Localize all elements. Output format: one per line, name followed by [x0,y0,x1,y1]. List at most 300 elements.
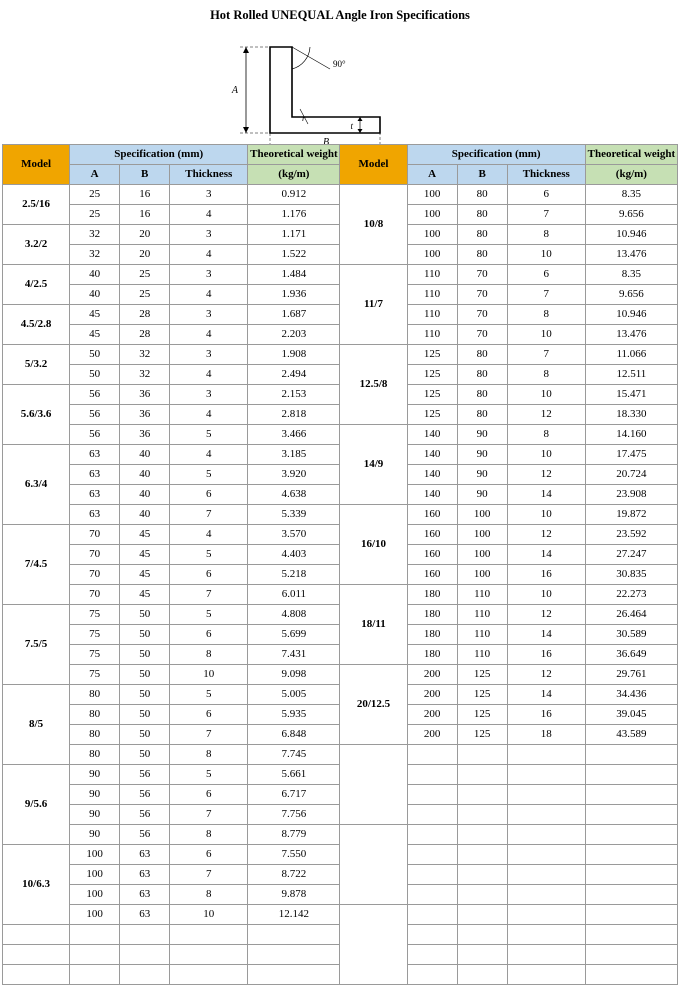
weight-cell-left: 5.218 [248,565,340,585]
dim-b-cell-left: 20 [120,225,170,245]
thickness-cell-right: 14 [507,485,585,505]
dim-b-cell-right: 80 [457,205,507,225]
dim-b-cell-right [457,805,507,825]
header-a-right: A [407,165,457,185]
weight-cell-left: 5.005 [248,685,340,705]
thickness-cell-right: 10 [507,505,585,525]
header-b-left: B [120,165,170,185]
weight-cell-right: 12.511 [585,365,677,385]
weight-cell-left: 8.722 [248,865,340,885]
weight-cell-right: 9.656 [585,205,677,225]
dim-b-cell-right: 110 [457,645,507,665]
thickness-cell-left: 3 [170,385,248,405]
thickness-cell-left: 5 [170,425,248,445]
dim-a-cell-right: 125 [407,405,457,425]
dim-b-cell-left: 50 [120,705,170,725]
dim-a-cell-left: 80 [70,685,120,705]
dim-a-cell-left: 75 [70,605,120,625]
weight-cell-left: 6.717 [248,785,340,805]
weight-cell-left: 4.808 [248,605,340,625]
empty-cell-left [70,925,120,945]
arrow-a-bottom [243,127,249,133]
thickness-cell-right [507,745,585,765]
thickness-cell-right: 7 [507,285,585,305]
dim-b-cell-left: 63 [120,845,170,865]
dim-a-cell-right: 110 [407,325,457,345]
dim-b-cell-left: 56 [120,765,170,785]
thickness-cell-left: 8 [170,825,248,845]
dim-b-cell-left: 50 [120,605,170,625]
dim-a-cell-left: 90 [70,785,120,805]
dim-a-cell-right: 200 [407,685,457,705]
dim-a-cell-right [407,745,457,765]
dim-b-cell-left: 56 [120,785,170,805]
page-title: Hot Rolled UNEQUAL Angle Iron Specifications [210,8,470,22]
thickness-cell-left: 8 [170,645,248,665]
weight-cell-right: 17.475 [585,445,677,465]
dim-a-cell-left: 75 [70,625,120,645]
dim-b-cell-left: 25 [120,265,170,285]
thickness-cell-right: 14 [507,545,585,565]
dim-a-cell-right: 160 [407,525,457,545]
model-cell-right: 16/10 [340,505,407,585]
thickness-cell-right: 12 [507,525,585,545]
weight-cell-right [585,765,677,785]
model-cell-right: 20/12.5 [340,665,407,745]
thickness-cell-left: 7 [170,725,248,745]
dim-a-cell-left: 70 [70,545,120,565]
dim-a-cell-left: 90 [70,805,120,825]
weight-cell-right: 27.247 [585,545,677,565]
thickness-cell-right: 8 [507,305,585,325]
angle-leader [292,47,330,69]
dim-b-cell-right: 70 [457,285,507,305]
thickness-cell-right: 16 [507,645,585,665]
dim-b-cell-left: 36 [120,385,170,405]
dim-a-cell-left: 56 [70,385,120,405]
dim-b-cell-right: 110 [457,605,507,625]
dim-a-cell-right: 110 [407,285,457,305]
thickness-cell-left: 7 [170,865,248,885]
dim-a-cell-left: 63 [70,485,120,505]
angle-iron-diagram [0,29,680,144]
dim-b-cell-right [457,885,507,905]
weight-cell-left: 9.878 [248,885,340,905]
weight-cell-right: 8.35 [585,185,677,205]
dim-a-cell-right [407,925,457,945]
thickness-cell-left: 7 [170,585,248,605]
dim-b-cell-left: 16 [120,185,170,205]
dim-a-cell-right: 160 [407,505,457,525]
weight-cell-right: 11.066 [585,345,677,365]
weight-cell-right [585,825,677,845]
thickness-cell-right: 18 [507,725,585,745]
dim-b-cell-left: 20 [120,245,170,265]
dim-b-cell-left: 40 [120,485,170,505]
thickness-cell-left: 4 [170,445,248,465]
weight-cell-right [585,745,677,765]
dim-a-cell-left: 63 [70,465,120,485]
model-cell-left: 9/5.6 [3,765,70,845]
table-row [3,825,678,845]
empty-cell-left [120,945,170,965]
thickness-cell-right [507,905,585,925]
weight-cell-left: 1.484 [248,265,340,285]
dim-a-cell-left: 100 [70,865,120,885]
weight-cell-left: 5.935 [248,705,340,725]
empty-cell-left [170,925,248,945]
angle-iron-drawing [210,29,470,144]
weight-cell-right [585,805,677,825]
thickness-cell-right [507,845,585,865]
weight-cell-left: 5.339 [248,505,340,525]
thickness-cell-right [507,865,585,885]
specifications-table [2,144,678,985]
model-cell-left: 6.3/4 [3,445,70,525]
thickness-cell-left: 4 [170,245,248,265]
dim-a-cell-right: 200 [407,665,457,685]
table-row [3,665,678,685]
model-cell-left: 5.6/3.6 [3,385,70,445]
dim-b-cell-left: 50 [120,685,170,705]
dim-a-cell-right: 100 [407,225,457,245]
table-header [3,145,678,185]
weight-cell-right: 13.476 [585,325,677,345]
model-cell-left: 4.5/2.8 [3,305,70,345]
header-unit-right: (kg/m) [585,165,677,185]
dim-a-cell-right [407,965,457,985]
weight-cell-right: 23.908 [585,485,677,505]
dim-b-cell-right: 90 [457,425,507,445]
dim-b-cell-left: 50 [120,745,170,765]
dim-b-cell-left: 50 [120,645,170,665]
dim-b-cell-right: 70 [457,265,507,285]
dim-b-cell-left: 50 [120,725,170,745]
dim-a-cell-left: 32 [70,245,120,265]
model-cell-right: 18/11 [340,585,407,665]
dim-a-cell-right: 100 [407,205,457,225]
model-cell-left: 10/6.3 [3,845,70,925]
dim-b-cell-left: 36 [120,425,170,445]
dim-a-cell-right [407,805,457,825]
dim-a-cell-right: 200 [407,705,457,725]
empty-cell-left [3,945,70,965]
weight-cell-left: 1.176 [248,205,340,225]
dim-a-cell-left: 80 [70,745,120,765]
dim-a-cell-right [407,785,457,805]
thickness-cell-right: 14 [507,625,585,645]
label-angle: 90° [333,59,346,69]
weight-cell-right: 15.471 [585,385,677,405]
dim-b-cell-right [457,845,507,865]
arrow-a-top [243,47,249,53]
dim-a-cell-right: 140 [407,445,457,465]
dim-a-cell-left: 63 [70,505,120,525]
weight-cell-right: 13.476 [585,245,677,265]
dim-a-cell-left: 100 [70,905,120,925]
empty-cell-left [3,925,70,945]
dim-a-cell-left: 50 [70,365,120,385]
dim-a-cell-left: 56 [70,425,120,445]
empty-cell-left [170,945,248,965]
weight-cell-right [585,865,677,885]
header-weight-left [248,145,340,165]
dim-a-cell-right: 160 [407,545,457,565]
thickness-cell-left: 8 [170,885,248,905]
dim-a-cell-right: 180 [407,625,457,645]
thickness-cell-right: 6 [507,185,585,205]
thickness-cell-left: 6 [170,625,248,645]
thickness-cell-right [507,785,585,805]
dim-b-cell-right [457,765,507,785]
thickness-cell-right: 16 [507,565,585,585]
thickness-cell-left: 3 [170,305,248,325]
header-row-1 [3,145,678,165]
thickness-cell-left: 6 [170,785,248,805]
thickness-cell-right: 10 [507,585,585,605]
weight-cell-right: 30.589 [585,625,677,645]
weight-cell-left: 5.661 [248,765,340,785]
thickness-cell-right [507,925,585,945]
thickness-cell-right [507,825,585,845]
weight-cell-right: 34.436 [585,685,677,705]
header-specification-left: Specification (mm) [70,145,248,165]
thickness-cell-left: 4 [170,405,248,425]
weight-cell-right: 14.160 [585,425,677,445]
model-cell-right: 14/9 [340,425,407,505]
header-model-left: Model [3,145,70,185]
thickness-cell-left: 10 [170,665,248,685]
dim-b-cell-left: 36 [120,405,170,425]
header-thickness-right: Thickness [507,165,585,185]
dim-b-cell-right [457,825,507,845]
header-model-right: Model [340,145,407,185]
dim-b-cell-left: 45 [120,525,170,545]
table-row [3,345,678,365]
dim-a-cell-right: 180 [407,585,457,605]
thickness-cell-left: 5 [170,545,248,565]
dim-a-cell-right: 125 [407,365,457,385]
dim-b-cell-left: 50 [120,625,170,645]
dim-a-cell-left: 45 [70,305,120,325]
weight-cell-right [585,925,677,945]
thickness-cell-left: 10 [170,905,248,925]
dim-b-cell-right: 100 [457,565,507,585]
dim-b-cell-right [457,745,507,765]
dim-b-cell-right: 80 [457,245,507,265]
weight-cell-right: 22.273 [585,585,677,605]
table-row [3,185,678,205]
dim-a-cell-right: 110 [407,305,457,325]
table-row [3,425,678,445]
dim-a-cell-left: 90 [70,765,120,785]
thickness-cell-right: 10 [507,445,585,465]
weight-cell-right: 29.761 [585,665,677,685]
dim-b-cell-right: 100 [457,505,507,525]
thickness-cell-left: 4 [170,525,248,545]
dim-a-cell-right: 125 [407,345,457,365]
thickness-cell-left: 7 [170,505,248,525]
header-a-left: A [70,165,120,185]
dim-a-cell-right: 180 [407,645,457,665]
dim-a-cell-right: 100 [407,185,457,205]
weight-cell-left: 8.779 [248,825,340,845]
dim-a-cell-left: 80 [70,705,120,725]
dim-b-cell-right: 70 [457,305,507,325]
weight-cell-right: 19.872 [585,505,677,525]
model-cell-right: 10/8 [340,185,407,265]
thickness-cell-right: 10 [507,245,585,265]
weight-cell-right [585,945,677,965]
dim-b-cell-right: 80 [457,185,507,205]
weight-cell-left: 7.745 [248,745,340,765]
weight-cell-left: 2.494 [248,365,340,385]
dim-b-cell-left: 56 [120,805,170,825]
dim-b-cell-left: 32 [120,345,170,365]
model-cell-right: 11/7 [340,265,407,345]
weight-cell-right [585,785,677,805]
weight-cell-left: 4.403 [248,545,340,565]
thickness-cell-right [507,765,585,785]
weight-cell-left: 2.203 [248,325,340,345]
dim-a-cell-right [407,825,457,845]
label-t: t [350,121,353,131]
dim-b-cell-left: 56 [120,825,170,845]
dim-b-cell-right [457,945,507,965]
model-cell-left: 2.5/16 [3,185,70,225]
dim-b-cell-right [457,905,507,925]
weight-cell-right [585,885,677,905]
thickness-cell-right: 12 [507,405,585,425]
dim-a-cell-right: 200 [407,725,457,745]
dim-b-cell-left: 40 [120,445,170,465]
thickness-cell-right: 6 [507,265,585,285]
weight-cell-left: 3.570 [248,525,340,545]
table-row [3,745,678,765]
thickness-cell-right [507,965,585,985]
weight-cell-right: 9.656 [585,285,677,305]
dim-a-cell-right: 160 [407,565,457,585]
model-cell-left: 3.2/2 [3,225,70,265]
dim-a-cell-right: 140 [407,485,457,505]
dim-a-cell-left: 63 [70,445,120,465]
dim-b-cell-left: 28 [120,305,170,325]
label-a: A [231,85,238,96]
empty-cell-left [248,965,340,985]
weight-cell-right: 36.649 [585,645,677,665]
model-cell-left: 7.5/5 [3,605,70,685]
dim-a-cell-left: 32 [70,225,120,245]
model-cell-right: 12.5/8 [340,345,407,425]
weight-cell-left: 3.920 [248,465,340,485]
dim-a-cell-right [407,865,457,885]
dim-a-cell-left: 70 [70,585,120,605]
weight-cell-right: 43.589 [585,725,677,745]
dim-b-cell-left: 40 [120,505,170,525]
weight-cell-right [585,845,677,865]
dim-b-cell-left: 63 [120,865,170,885]
dim-b-cell-right: 90 [457,445,507,465]
thickness-cell-left: 6 [170,705,248,725]
thickness-cell-left: 7 [170,805,248,825]
dim-b-cell-right: 100 [457,525,507,545]
dim-a-cell-right [407,885,457,905]
header-weight-right-text: Theoretical weight [587,148,676,160]
model-cell-left: 8/5 [3,685,70,765]
empty-cell-left [170,965,248,985]
dim-b-cell-right: 110 [457,585,507,605]
model-cell-left: 7/4.5 [3,525,70,605]
thickness-cell-right: 8 [507,425,585,445]
dim-a-cell-left: 90 [70,825,120,845]
thickness-cell-right: 7 [507,345,585,365]
thickness-cell-right: 12 [507,465,585,485]
dim-b-cell-right: 80 [457,365,507,385]
weight-cell-left: 4.638 [248,485,340,505]
weight-cell-right: 30.835 [585,565,677,585]
weight-cell-left: 1.936 [248,285,340,305]
table-row [3,905,678,925]
dim-b-cell-right: 125 [457,685,507,705]
empty-cell-left [3,965,70,985]
dim-b-cell-left: 45 [120,545,170,565]
weight-cell-left: 2.153 [248,385,340,405]
dim-b-cell-right: 110 [457,625,507,645]
weight-cell-left: 1.687 [248,305,340,325]
thickness-cell-right: 8 [507,365,585,385]
weight-cell-right: 23.592 [585,525,677,545]
weight-cell-left: 1.171 [248,225,340,245]
table-row [3,505,678,525]
dim-a-cell-left: 40 [70,265,120,285]
dim-b-cell-right: 90 [457,485,507,505]
dim-a-cell-right [407,945,457,965]
dim-a-cell-left: 40 [70,285,120,305]
label-b: B [322,137,330,144]
thickness-cell-left: 5 [170,765,248,785]
dim-b-cell-right: 100 [457,545,507,565]
thickness-cell-right: 7 [507,205,585,225]
dim-a-cell-right: 110 [407,265,457,285]
weight-cell-right [585,965,677,985]
weight-cell-left: 3.466 [248,425,340,445]
dim-a-cell-left: 100 [70,845,120,865]
thickness-cell-left: 6 [170,565,248,585]
dim-a-cell-left: 100 [70,885,120,905]
dim-b-cell-left: 28 [120,325,170,345]
weight-cell-left: 1.522 [248,245,340,265]
dim-b-cell-right: 125 [457,665,507,685]
weight-cell-right: 18.330 [585,405,677,425]
dim-a-cell-right: 180 [407,605,457,625]
thickness-cell-left: 3 [170,265,248,285]
dim-b-cell-left: 16 [120,205,170,225]
angle-profile-shape [270,47,380,133]
dim-a-cell-right [407,845,457,865]
thickness-cell-right [507,945,585,965]
dim-a-cell-right: 140 [407,465,457,485]
dim-b-cell-left: 45 [120,565,170,585]
weight-cell-right: 8.35 [585,265,677,285]
weight-cell-right: 39.045 [585,705,677,725]
empty-cell-left [70,965,120,985]
dim-a-cell-right: 125 [407,385,457,405]
thickness-cell-right: 12 [507,665,585,685]
model-cell-right [340,825,407,905]
weight-cell-right [585,905,677,925]
weight-cell-left: 6.848 [248,725,340,745]
weight-cell-left: 7.431 [248,645,340,665]
